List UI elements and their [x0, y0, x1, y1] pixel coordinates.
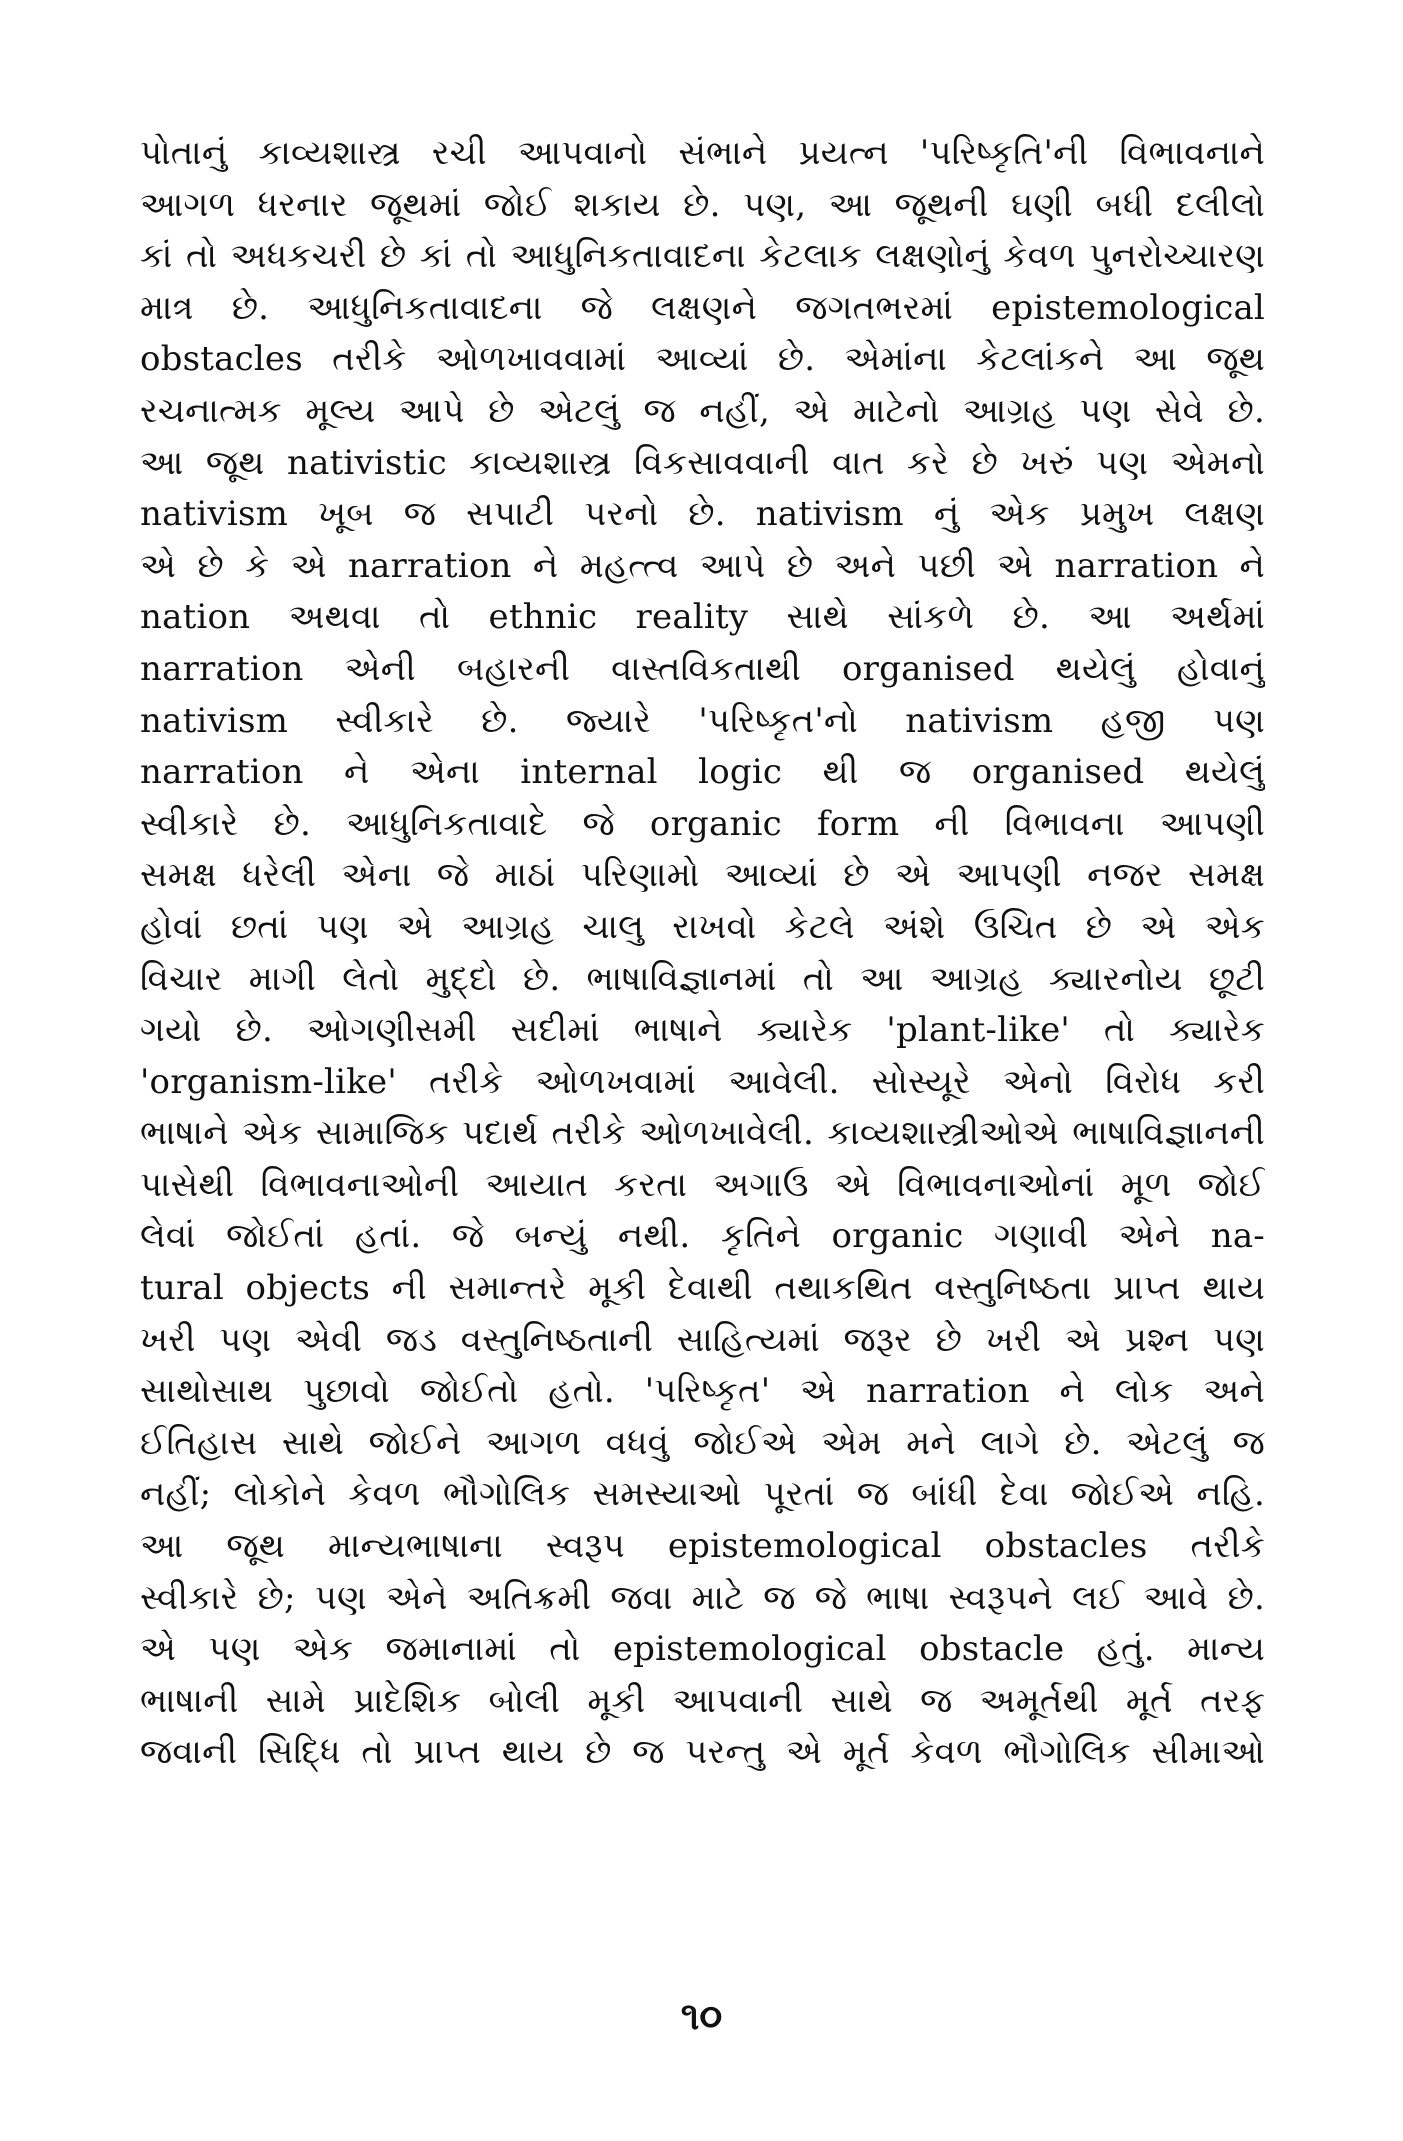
text-line: પાસેથી વિભાવનાઓની આયાત કરતા અગાઉ એ વિભાવનાઓનાં મૂળ જોઈ	[140, 1164, 1265, 1205]
text-line: હોવાં છતાં પણ એ આગ્રહ ચાલુ રાખવો કેટલે અંશે ઉચિત છે એ એક	[140, 906, 1265, 947]
text-line: narration એની બહારની વાસ્તવિકતાથી organised થયેલું હોવાનું	[140, 648, 1265, 689]
text-line: સમક્ષ ધરેલી એના જે માઠાં પરિણામો આવ્યાં છે એ આપણી નજર સમક્ષ	[140, 855, 1265, 896]
text-line: લેવાં જોઈતાં હતાં. જે બન્યું નથી. કૃતિને organic ગણાવી એને na-	[140, 1216, 1265, 1257]
text-line: ગયો છે. ઓગણીસમી સદીમાં ભાષાને ક્યારેક 'plant-like' તો ક્યારેક	[140, 1010, 1265, 1051]
text-line: nation અથવા તો ethnic reality સાથે સાંકળે છે. આ અર્થમાં	[140, 597, 1265, 638]
text-line: nativism ખૂબ જ સપાટી પરનો છે. nativism નું એક પ્રમુખ લક્ષણ	[140, 494, 1265, 535]
text-line: કાં તો અધકચરી છે કાં તો આધુનિકતાવાદના કેટલાક લક્ષણોનું કેવળ પુનરોચ્ચારણ	[140, 236, 1265, 277]
text-line: પોતાનું કાવ્યશાસ્ત્ર રચી આપવાનો સંભાને પ્રયત્ન 'પરિષ્કૃતિ'ની વિભાવનાને	[140, 133, 1265, 173]
text-line: obstacles તરીકે ઓળખાવવામાં આવ્યાં છે. એમાંના કેટલાંકને આ જૂથ	[140, 339, 1265, 380]
text-line: સાથોસાથ પુછાવો જોઈતો હતો. 'પરિષ્કૃત' એ narration ને લોક અને	[140, 1371, 1265, 1412]
page-number: ૧૦	[680, 1993, 723, 2038]
text-line: narration ને એના internal logic થી જ organised થયેલું	[140, 752, 1265, 793]
text-line: માત્ર છે. આધુનિકતાવાદના જે લક્ષણને જગતભરમાં epistemological	[140, 287, 1265, 328]
text-line: ભાષાની સામે પ્રાદેશિક બોલી મૂકી આપવાની સાથે જ અમૂર્તથી મૂર્ત તરફ	[140, 1680, 1265, 1721]
text-line: આ જૂથ nativistic કાવ્યશાસ્ત્ર વિકસાવવાની વાત કરે છે ખરું પણ એમનો	[140, 442, 1265, 483]
text-line: ખરી પણ એવી જડ વસ્તુનિષ્ઠતાની સાહિત્યમાં જરૂર છે ખરી એ પ્રશ્ન પણ	[140, 1319, 1265, 1360]
text-line: એ છે કે એ narration ને મહત્ત્વ આપે છે અને પછી એ narration ને	[140, 545, 1265, 586]
text-line: tural objects ની સમાન્તરે મૂકી દેવાથી તથાકથિત વસ્તુનિષ્ઠતા પ્રાપ્ત થાય	[140, 1268, 1265, 1309]
text-line: એ પણ એક જમાનામાં તો epistemological obstacle હતું. માન્ય	[140, 1629, 1265, 1670]
text-line: નહીં; લોકોને કેવળ ભૌગોલિક સમસ્યાઓ પૂરતાં જ બાંધી દેવા જોઈએ નહિ.	[140, 1474, 1265, 1515]
text-line: જવાની સિદ્ધિ તો પ્રાપ્ત થાય છે જ પરન્તુ એ મૂર્ત કેવળ ભૌગોલિક સીમાઓ	[140, 1732, 1265, 1773]
text-line: ભાષાને એક સામાજિક પદાર્થ તરીકે ઓળખાવેલી. કાવ્યશાસ્ત્રીઓએ ભાષાવિજ્ઞાનની	[140, 1113, 1265, 1154]
body-text	[140, 128, 1265, 1779]
text-line: રચનાત્મક મૂલ્ય આપે છે એટલું જ નહીં, એ માટેનો આગ્રહ પણ સેવે છે.	[140, 390, 1265, 431]
text-line: આ જૂથ માન્યભાષાના સ્વરૂપ epistemological obstacles તરીકે	[140, 1526, 1265, 1567]
text-line: સ્વીકારે છે. આધુનિકતાવાદે જે organic form ની વિભાવના આપણી	[140, 803, 1265, 844]
text-line: વિચાર માગી લેતો મુદ્દો છે. ભાષાવિજ્ઞાનમાં તો આ આગ્રહ ક્યારનોય છૂટી	[140, 958, 1265, 999]
text-line: આગળ ધરનાર જૂથમાં જોઈ શકાય છે. પણ, આ જૂથની ઘણી બધી દલીલો	[140, 184, 1265, 225]
text-line: ઈતિહાસ સાથે જોઈને આગળ વધવું જોઈએ એમ મને લાગે છે. એટલું જ	[140, 1422, 1265, 1463]
text-line: સ્વીકારે છે; પણ એને અતિક્રમી જવા માટે જ જે ભાષા સ્વરૂપને લઈ આવે છે.	[140, 1577, 1265, 1618]
text-line: nativism સ્વીકારે છે. જ્યારે 'પરિષ્કૃત'નો nativism હજી પણ	[140, 700, 1265, 741]
text-line: 'organism-like' તરીકે ઓળખવામાં આવેલી. સોસ્યૂરે એનો વિરોધ કરી	[140, 1061, 1265, 1102]
